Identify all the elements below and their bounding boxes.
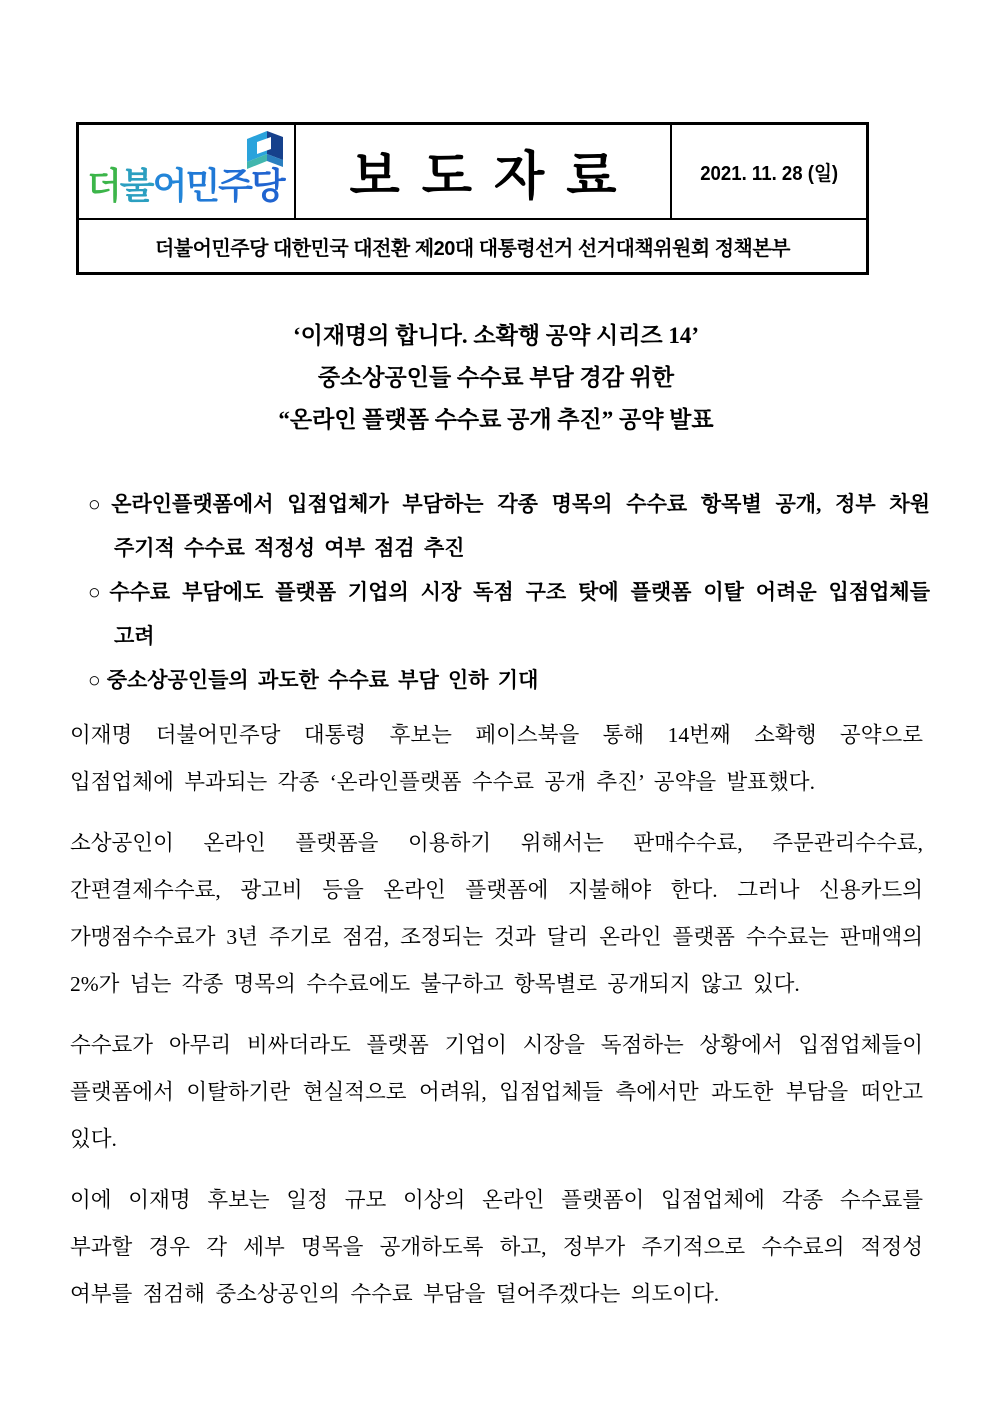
summary-bullets [88,482,930,702]
release-date: 2021. 11. 28 (일) [700,163,838,185]
logo-char: 어 [152,165,186,206]
headline-line: ‘이재명의 합니다. 소확행 공약 시리즈 14’ [292,323,700,348]
summary-bullet [88,482,930,570]
paragraph: 이에 이재명 후보는 일정 규모 이상의 온라인 플랫폼이 입점업체에 각종 수수료를 부과할 경우 각 세부 명목을 공개하도록 하고, 정부가 주기적으로 수수료의 적정성 여부를 점검해 중소상공인의 수수료 부담을 덜어주겠다는 의도이다. [70,1188,923,1306]
summary-bullet [88,570,930,658]
bullet-text: 수수료 부담에도 플랫폼 기업의 시장 독점 구조 탓에 플랫폼 이탈 어려운 입점업체들 고려 [109,580,930,648]
circle-bullet-icon: ○ [88,492,106,516]
date-cell [672,125,866,218]
paragraph: 이재명 더불어민주당 대통령 후보는 페이스북을 통해 14번째 소확행 공약으로 입점업체에 부과되는 각종 ‘온라인플랫폼 수수료 공개 추진’ 공약을 발표했다. [70,723,923,794]
paragraph: 소상공인이 온라인 플랫폼을 이용하기 위해서는 판매수수료, 주문관리수수료, 간편결제수수료, 광고비 등을 온라인 플랫폼에 지불해야 한다. 그러나 신용카드의 가맹점수수료가 3년 주기로 점검, 조정되는 것과 달리 온라인 플랫폼 수수료는 판매액의 2%가 넘는 각종 명목의 수수료에도 불구하고 항목별로 공개되지 않고 있다. [70,831,923,996]
paragraph: 수수료가 아무리 비싸더라도 플랫폼 기업이 시장을 독점하는 상황에서 입점업체들이 플랫폼에서 이탈하기란 현실적으로 어려워, 입점업체들 측에서만 과도한 부담을 떠안고 있다. [70,1033,923,1151]
bullet-text: 중소상공인들의 과도한 수수료 부담 인하 기대 [106,668,539,692]
logo-char: 당 [250,165,284,206]
header-subtitle: 더불어민주당 대한민국 대전환 제20대 대통령선거 선거대책위원회 정책본부 [154,237,790,260]
summary-bullet [88,658,930,702]
headline-line: 중소상공인들 수수료 부담 경감 위한 [317,365,675,390]
logo-char: 더 [87,165,120,206]
logo-char: 민 [185,165,219,206]
logo-char: 주 [218,165,251,206]
headline [0,315,992,441]
press-title-cell [296,125,672,218]
logo-char: 불 [119,165,153,206]
bullet-text: 온라인플랫폼에서 입점업체가 부담하는 각종 명목의 수수료 항목별 공개, 정부 차원 주기적 수수료 적정성 여부 점검 추진 [111,492,930,560]
press-header-table [76,122,869,275]
header-top-row [79,125,866,220]
party-logo-text [87,158,284,209]
headline-line: “온라인 플랫폼 수수료 공개 추진” 공약 발표 [278,407,714,432]
press-release-title: 보도자료 [349,148,639,206]
circle-bullet-icon: ○ [88,668,101,692]
body-paragraphs [70,712,923,1318]
circle-bullet-icon: ○ [88,580,104,604]
party-logo-cell [79,125,296,218]
